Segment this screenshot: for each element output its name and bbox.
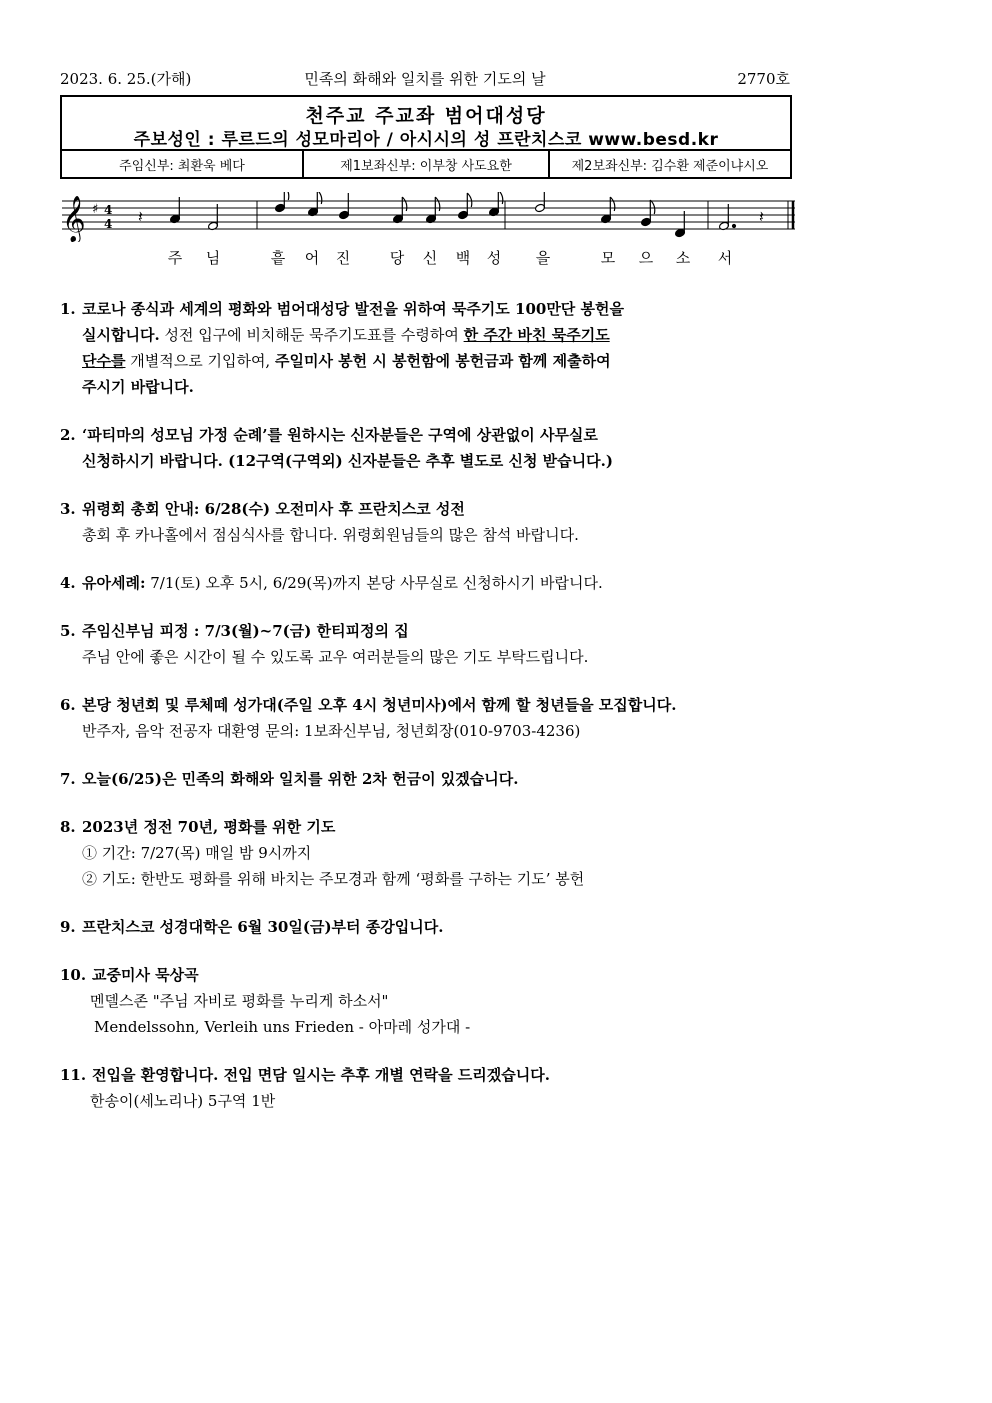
lyric-syllable: 주 — [167, 249, 183, 267]
note-flag — [650, 200, 655, 214]
item-detail: 주님 안에 좋은 시간이 될 수 있도록 교우 여러분들의 많은 기도 부탁드립니다. — [82, 648, 589, 666]
announcement-item — [60, 618, 795, 670]
lyric-syllable: 서 — [717, 249, 733, 267]
assistant-priest-1: 제1보좌신부: 이부창 사도요한 — [304, 151, 550, 177]
masthead — [60, 95, 792, 179]
assistant-priest-2: 제2보좌신부: 김수환 제준이냐시오 — [571, 158, 769, 174]
note-dot — [733, 225, 736, 228]
lyric-syllable: 당 — [389, 249, 405, 267]
item-title: 오늘(6/25)은 민족의 화해와 일치를 위한 2차 헌금이 있겠습니다. — [82, 770, 519, 788]
lyric-syllable: 으 — [638, 249, 654, 267]
announcement-item — [60, 422, 795, 474]
item-number: 11. — [60, 1066, 87, 1084]
bulletin-header — [60, 68, 790, 90]
time-signature-bottom: 4 — [104, 217, 113, 231]
item-detail: 신청하시기 바랍니다. (12구역(구역외) 신자분들은 추후 별도로 신청 받습니다.) — [82, 452, 613, 470]
announcement-item — [60, 766, 795, 792]
item-title: 전입을 환영합니다. 전입 면담 일시는 추후 개별 연락을 드리겠습니다. — [92, 1066, 550, 1084]
lyric-syllable: 어 — [304, 249, 320, 267]
item-detail: 주시기 바랍니다. — [82, 378, 194, 396]
church-name: 천주교 주교좌 범어대성당 — [305, 105, 547, 127]
note-flag — [610, 197, 615, 211]
item-title: 2023년 정전 70년, 평화를 위한 기도 — [82, 818, 336, 836]
lyric-syllable: 흩 — [270, 249, 286, 267]
item-title: ‘파티마의 성모님 가정 순례’를 원하시는 신자분들은 구역에 상관없이 사무실로 — [82, 426, 598, 444]
item-number: 6. — [60, 696, 76, 714]
note-flag — [284, 192, 289, 200]
treble-clef-icon: 𝄞 — [62, 196, 86, 242]
clergy-row — [62, 149, 790, 177]
lyric-syllable: 신 — [422, 249, 438, 267]
lyric-syllable: 님 — [205, 249, 221, 267]
note-flag — [317, 192, 322, 204]
lyric-syllable: 성 — [486, 249, 502, 267]
bulletin-theme: 민족의 화해와 일치를 위한 기도의 날 — [304, 70, 546, 88]
item-number: 9. — [60, 918, 76, 936]
announcement-item — [60, 814, 795, 892]
hymn-music-staff — [62, 192, 795, 242]
lyric-syllable: 모 — [600, 249, 616, 267]
item-detail: Mendelssohn, Verleih uns Frieden - 아마레 성가대 - — [94, 1018, 471, 1036]
item-detail: 단수를 개별적으로 기입하여, 주일미사 봉헌 시 봉헌함에 봉헌금과 함께 제출하여 — [82, 352, 611, 370]
bulletin-date: 2023. 6. 25.(가해) — [60, 70, 192, 88]
item-detail: ① 기간: 7/27(목) 매일 밤 9시까지 — [82, 844, 312, 862]
announcement-item — [60, 914, 795, 940]
patron-saints-and-website: 주보성인 : 루르드의 성모마리아 / 아시시의 성 프란치스코 www.besd.kr — [133, 130, 719, 150]
item-number: 8. — [60, 818, 76, 836]
item-title: 주임신부님 피정 : 7/3(월)~7(금) 한티피정의 집 — [82, 622, 409, 640]
item-detail: 멘델스존 "주님 자비로 평화를 누리게 하소서" — [90, 992, 389, 1010]
item-number: 3. — [60, 500, 76, 518]
note-flag — [467, 193, 472, 207]
note-flag — [498, 192, 503, 204]
time-signature-top: 4 — [104, 203, 113, 217]
item-detail: 7/1(토) 오후 5시, 6/29(목)까지 본당 사무실로 신청하시기 바랍니다. — [145, 574, 603, 592]
pastor-name: 주임신부: 최환욱 베다 — [62, 151, 304, 177]
item-number: 10. — [60, 966, 87, 984]
announcement-item — [60, 496, 795, 548]
item-detail: 실시합니다. 성전 입구에 비치해둔 묵주기도표를 수령하여 한 주간 바친 묵주기도 — [82, 326, 610, 344]
item-detail: ② 기도: 한반도 평화를 위해 바치는 주모경과 함께 ‘평화를 구하는 기도’ 봉헌 — [82, 870, 585, 888]
quarter-rest-icon: 𝄽 — [138, 207, 143, 226]
item-title: 코로나 종식과 세계의 평화와 범어대성당 발전을 위하여 묵주기도 100만단 봉헌을 — [82, 300, 624, 318]
item-title: 프란치스코 성경대학은 6월 30일(금)부터 종강입니다. — [82, 918, 444, 936]
item-title: 위령회 총회 안내: 6/28(수) 오전미사 후 프란치스코 성전 — [82, 500, 465, 518]
issue-number: 2770호 — [737, 70, 790, 88]
announcement-item — [60, 1062, 795, 1114]
note-flag — [435, 197, 440, 211]
lyric-syllable: 소 — [675, 249, 691, 267]
hymn-lyrics — [60, 247, 790, 269]
item-number: 1. — [60, 300, 76, 318]
announcement-item — [60, 570, 795, 596]
item-number: 2. — [60, 426, 76, 444]
item-detail: 한송이(세노리나) 5구역 1반 — [90, 1092, 276, 1110]
item-detail: 반주자, 음악 전공자 대환영 문의: 1보좌신부님, 청년회장(010-9703-4236) — [82, 722, 581, 740]
note-flag — [402, 197, 407, 211]
key-signature-sharp-icon: ♯ — [92, 202, 99, 217]
item-title: 교중미사 묵상곡 — [92, 966, 199, 984]
item-title: 본당 청년회 및 루체떼 성가대(주일 오후 4시 청년미사)에서 함께 할 청년들을 모집합니다. — [82, 696, 677, 714]
item-number: 4. — [60, 574, 76, 592]
item-number: 7. — [60, 770, 76, 788]
quarter-rest-icon: 𝄽 — [759, 207, 764, 226]
announcement-list — [60, 296, 795, 1136]
lyric-syllable: 을 — [535, 249, 551, 267]
lyric-syllable: 진 — [335, 249, 351, 267]
item-title: 유아세례: — [82, 574, 146, 592]
item-number: 5. — [60, 622, 76, 640]
announcement-item — [60, 692, 795, 744]
announcement-item — [60, 296, 795, 400]
lyric-syllable: 백 — [455, 249, 471, 267]
item-detail: 총회 후 카나홀에서 점심식사를 합니다. 위령회원님들의 많은 참석 바랍니다. — [82, 526, 579, 544]
announcement-item — [60, 962, 795, 1040]
